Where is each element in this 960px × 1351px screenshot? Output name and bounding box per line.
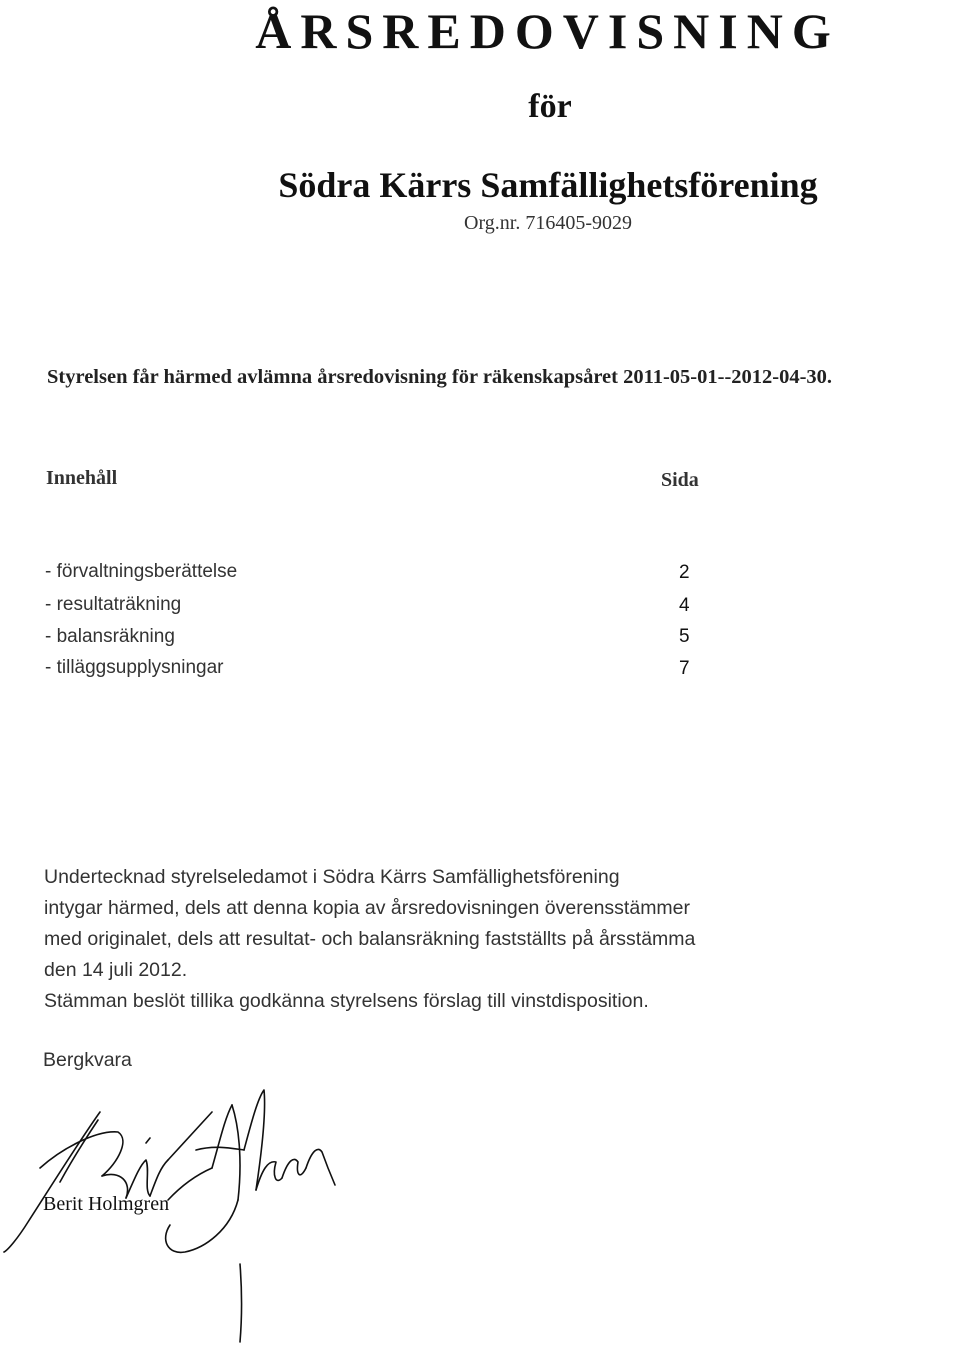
attestation-line: Undertecknad styrelseledamot i Södra Kärrs Samfällighetsförening: [44, 866, 620, 888]
attestation-line: intygar härmed, dels att denna kopia av årsredovisningen överensstämmer: [44, 897, 691, 919]
document-title: ÅRSREDOVISNING: [255, 3, 840, 59]
toc-item-label: - balansräkning: [45, 626, 175, 647]
toc-item-label: - förvaltningsberättelse: [45, 561, 238, 582]
toc-item-page: 2: [679, 562, 690, 583]
organization-name: Södra Kärrs Samfällighetsförening: [278, 165, 818, 205]
signer-name: Berit Holmgren: [43, 1193, 170, 1215]
attestation-line: med originalet, dels att resultat- och balansräkning fastställts på årsstämma: [44, 928, 696, 950]
for-label: för: [528, 88, 572, 125]
toc-heading: Innehåll: [46, 467, 118, 489]
toc-item-page: 7: [679, 658, 690, 679]
signing-place: Bergkvara: [43, 1049, 132, 1071]
toc-item-label: - resultaträkning: [45, 594, 182, 615]
attestation-line: Stämman beslöt tillika godkänna styrelsens förslag till vinstdisposition.: [44, 990, 649, 1012]
toc-item-page: 4: [679, 595, 690, 616]
attestation-line: den 14 juli 2012.: [44, 959, 188, 981]
toc-page-heading: Sida: [661, 469, 699, 491]
toc-item-page: 5: [679, 626, 690, 647]
organization-number: Org.nr. 716405-9029: [464, 212, 632, 234]
toc-item-label: - tilläggsupplysningar: [45, 657, 224, 678]
intro-statement: Styrelsen får härmed avlämna årsredovisning för räkenskapsåret 2011-05-01--2012-04-30.: [47, 366, 833, 388]
